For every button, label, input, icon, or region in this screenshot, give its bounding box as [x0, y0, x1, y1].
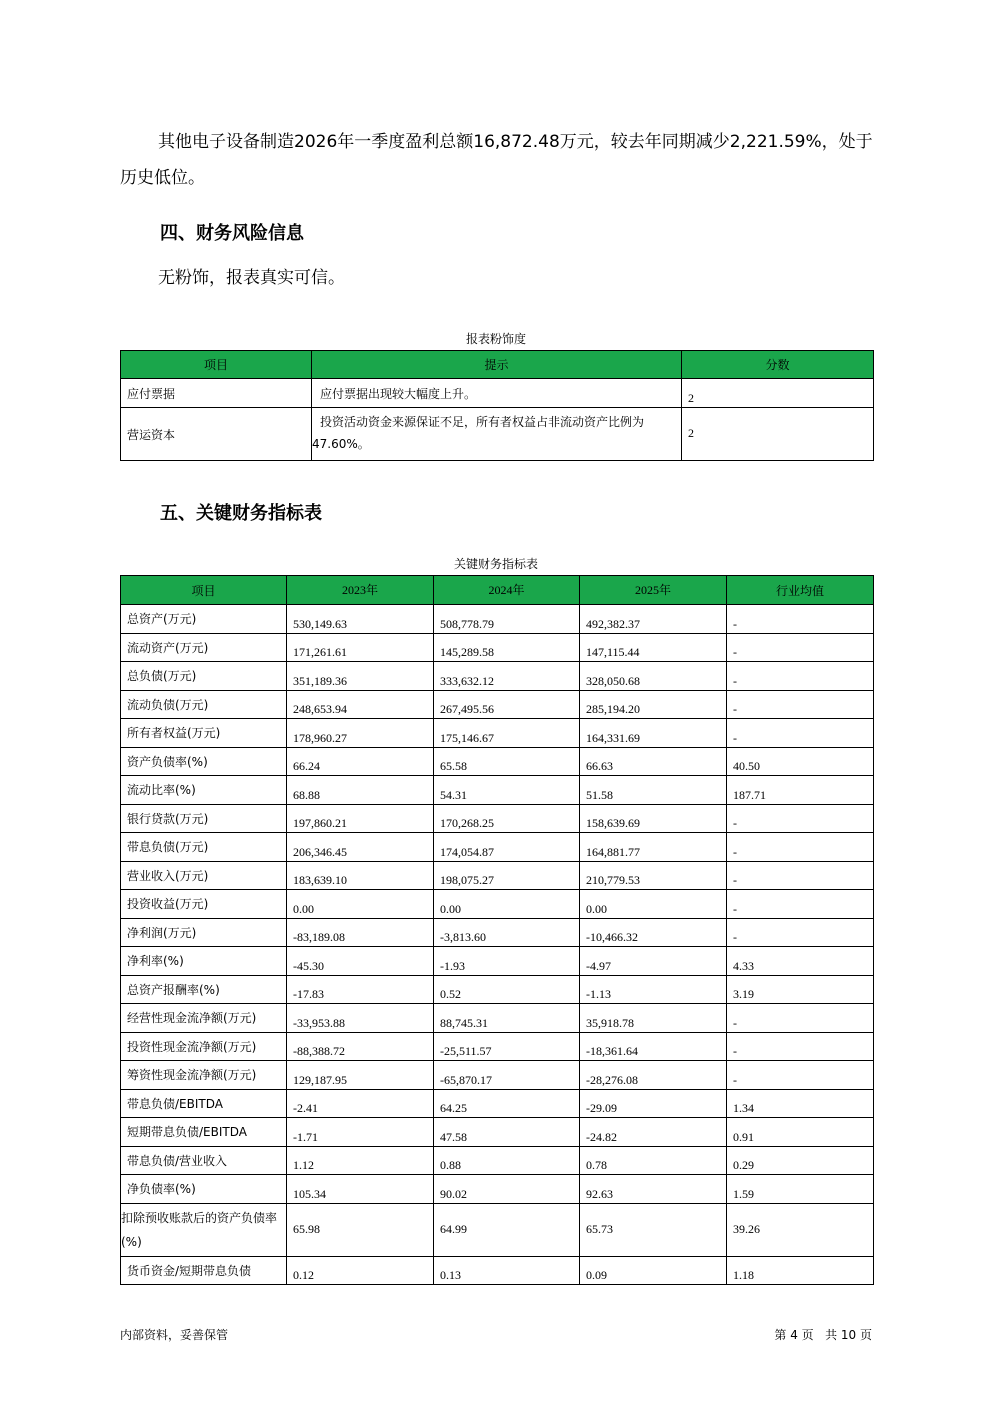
- kpi-item-cell: 筹资性现金流净额(万元): [121, 1061, 287, 1090]
- table-row: [121, 947, 874, 976]
- table-row: [121, 833, 874, 862]
- kpi-item-cell: 资产负债率(%): [121, 747, 287, 776]
- kpi-item-cell: 带息负债/营业收入: [121, 1146, 287, 1175]
- kpi-2023-cell: 248,653.94: [287, 690, 434, 719]
- table-row: [121, 1061, 874, 1090]
- kpi-2025-cell: 164,331.69: [580, 719, 727, 748]
- kpi-2023-cell: 530,149.63: [287, 605, 434, 634]
- risk-table-caption: 报表粉饰度: [465, 332, 526, 346]
- risk-header-score: 分数: [682, 351, 874, 379]
- kpi-industry-avg-cell: -: [727, 633, 874, 662]
- kpi-item-cell: 净负债率(%): [121, 1175, 287, 1204]
- table-row: [121, 1118, 874, 1147]
- kpi-2023-cell: 66.24: [287, 747, 434, 776]
- kpi-2024-cell: 90.02: [434, 1175, 580, 1204]
- kpi-2023-cell: 68.88: [287, 776, 434, 805]
- kpi-2025-cell: 0.00: [580, 890, 727, 919]
- kpi-item-cell: 短期带息负债/EBITDA: [121, 1118, 287, 1147]
- kpi-industry-avg-cell: -: [727, 861, 874, 890]
- kpi-industry-avg-cell: -: [727, 890, 874, 919]
- risk-hint-cell: 投资活动资金来源保证不足，所有者权益占非流动资产比例为47.60%。: [312, 408, 682, 461]
- kpi-2024-cell: -1.93: [434, 947, 580, 976]
- kpi-item-cell: 带息负债(万元): [121, 833, 287, 862]
- kpi-header-item: 项目: [121, 576, 287, 605]
- kpi-item-cell: 投资性现金流净额(万元): [121, 1032, 287, 1061]
- kpi-item-cell: 总资产报酬率(%): [121, 975, 287, 1004]
- kpi-2023-cell: -17.83: [287, 975, 434, 1004]
- kpi-2025-cell: -29.09: [580, 1089, 727, 1118]
- risk-score-cell: 2: [682, 379, 874, 408]
- kpi-item-cell: 带息负债/EBITDA: [121, 1089, 287, 1118]
- kpi-item-cell: 货币资金/短期带息负债: [121, 1256, 287, 1285]
- kpi-header-2025: 2025年: [580, 576, 727, 605]
- kpi-industry-avg-cell: 40.50: [727, 747, 874, 776]
- footer-left: 内部资料，妥善保管: [120, 1328, 229, 1342]
- kpi-industry-avg-cell: -: [727, 1032, 874, 1061]
- kpi-2025-cell: 492,382.37: [580, 605, 727, 634]
- kpi-2023-cell: 65.98: [287, 1203, 434, 1256]
- kpi-2025-cell: -18,361.64: [580, 1032, 727, 1061]
- kpi-item-cell: 总负债(万元): [121, 662, 287, 691]
- risk-header-hint: 提示: [312, 351, 682, 379]
- kpi-industry-avg-cell: 1.18: [727, 1256, 874, 1285]
- kpi-item-cell: 流动负债(万元): [121, 690, 287, 719]
- table-row: [121, 861, 874, 890]
- kpi-item-cell: 净利润(万元): [121, 918, 287, 947]
- kpi-2024-cell: 170,268.25: [434, 804, 580, 833]
- kpi-2023-cell: 178,960.27: [287, 719, 434, 748]
- kpi-industry-avg-cell: 187.71: [727, 776, 874, 805]
- table-row: [121, 379, 874, 408]
- kpi-2024-cell: 267,495.56: [434, 690, 580, 719]
- table-row: [121, 633, 874, 662]
- kpi-2025-cell: 158,639.69: [580, 804, 727, 833]
- table-row: [121, 1203, 874, 1256]
- kpi-industry-avg-cell: 4.33: [727, 947, 874, 976]
- intro-paragraph: 其他电子设备制造2026年一季度盈利总额16,872.48万元，较去年同期减少2,221.59%，处于历史低位。: [120, 132, 873, 188]
- kpi-item-cell: 净利率(%): [121, 947, 287, 976]
- kpi-2024-cell: 54.31: [434, 776, 580, 805]
- kpi-industry-avg-cell: 39.26: [727, 1203, 874, 1256]
- footer-page-number: 第 4 页 共 10 页: [774, 1328, 872, 1342]
- kpi-industry-avg-cell: -: [727, 690, 874, 719]
- kpi-table: [120, 575, 874, 1285]
- kpi-2025-cell: 0.09: [580, 1256, 727, 1285]
- kpi-item-cell: 投资收益(万元): [121, 890, 287, 919]
- table-row: [121, 776, 874, 805]
- kpi-2025-cell: 35,918.78: [580, 1004, 727, 1033]
- kpi-2023-cell: -2.41: [287, 1089, 434, 1118]
- kpi-2025-cell: 92.63: [580, 1175, 727, 1204]
- kpi-2025-cell: 65.73: [580, 1203, 727, 1256]
- kpi-industry-avg-cell: 3.19: [727, 975, 874, 1004]
- kpi-header-2024: 2024年: [434, 576, 580, 605]
- section4-heading: 四、财务风险信息: [160, 223, 304, 244]
- kpi-2024-cell: 0.13: [434, 1256, 580, 1285]
- kpi-industry-avg-cell: -: [727, 918, 874, 947]
- kpi-item-cell: 扣除预收账款后的资产负债率(%): [121, 1203, 287, 1256]
- kpi-2023-cell: 197,860.21: [287, 804, 434, 833]
- risk-header-item: 项目: [121, 351, 312, 379]
- kpi-2024-cell: 0.52: [434, 975, 580, 1004]
- kpi-2025-cell: 285,194.20: [580, 690, 727, 719]
- table-row: [121, 605, 874, 634]
- table-row: [121, 719, 874, 748]
- risk-hint-cell: 应付票据出现较大幅度上升。: [312, 379, 682, 408]
- kpi-industry-avg-cell: 1.34: [727, 1089, 874, 1118]
- kpi-2025-cell: -28,276.08: [580, 1061, 727, 1090]
- table-row: [121, 1175, 874, 1204]
- kpi-2023-cell: -83,189.08: [287, 918, 434, 947]
- kpi-2023-cell: 351,189.36: [287, 662, 434, 691]
- table-row: [121, 975, 874, 1004]
- kpi-2025-cell: 0.78: [580, 1146, 727, 1175]
- table-row: [121, 1256, 874, 1285]
- kpi-industry-avg-cell: -: [727, 1061, 874, 1090]
- kpi-2023-cell: -88,388.72: [287, 1032, 434, 1061]
- kpi-industry-avg-cell: -: [727, 833, 874, 862]
- kpi-2024-cell: -25,511.57: [434, 1032, 580, 1061]
- kpi-industry-avg-cell: 0.29: [727, 1146, 874, 1175]
- table-row: [121, 747, 874, 776]
- kpi-2025-cell: 328,050.68: [580, 662, 727, 691]
- kpi-2024-cell: 64.25: [434, 1089, 580, 1118]
- kpi-item-cell: 银行贷款(万元): [121, 804, 287, 833]
- kpi-2025-cell: -10,466.32: [580, 918, 727, 947]
- kpi-industry-avg-cell: -: [727, 662, 874, 691]
- kpi-2024-cell: 145,289.58: [434, 633, 580, 662]
- table-row: [121, 890, 874, 919]
- kpi-2024-cell: 508,778.79: [434, 605, 580, 634]
- kpi-2025-cell: 210,779.53: [580, 861, 727, 890]
- table-row: [121, 804, 874, 833]
- kpi-2024-cell: 175,146.67: [434, 719, 580, 748]
- table-row: [121, 408, 874, 461]
- kpi-2023-cell: 0.12: [287, 1256, 434, 1285]
- table-row: [121, 918, 874, 947]
- kpi-table-caption: 关键财务指标表: [453, 557, 538, 571]
- kpi-table-header-row: [121, 576, 874, 605]
- kpi-2025-cell: -4.97: [580, 947, 727, 976]
- kpi-item-cell: 营业收入(万元): [121, 861, 287, 890]
- kpi-industry-avg-cell: -: [727, 804, 874, 833]
- kpi-2023-cell: -33,953.88: [287, 1004, 434, 1033]
- kpi-2023-cell: -45.30: [287, 947, 434, 976]
- kpi-2025-cell: -24.82: [580, 1118, 727, 1147]
- risk-table-header-row: [121, 351, 874, 379]
- table-row: [121, 1004, 874, 1033]
- kpi-2024-cell: 47.58: [434, 1118, 580, 1147]
- kpi-item-cell: 经营性现金流净额(万元): [121, 1004, 287, 1033]
- kpi-2024-cell: 65.58: [434, 747, 580, 776]
- kpi-2024-cell: 174,054.87: [434, 833, 580, 862]
- kpi-industry-avg-cell: 1.59: [727, 1175, 874, 1204]
- kpi-2023-cell: 105.34: [287, 1175, 434, 1204]
- section5-heading: 五、关键财务指标表: [160, 503, 322, 524]
- kpi-2023-cell: -1.71: [287, 1118, 434, 1147]
- kpi-2024-cell: 333,632.12: [434, 662, 580, 691]
- risk-table: [120, 350, 874, 461]
- kpi-industry-avg-cell: -: [727, 605, 874, 634]
- kpi-2024-cell: 198,075.27: [434, 861, 580, 890]
- section4-text: 无粉饰，报表真实可信。: [158, 268, 345, 288]
- kpi-2023-cell: 171,261.61: [287, 633, 434, 662]
- kpi-2025-cell: -1.13: [580, 975, 727, 1004]
- kpi-2023-cell: 206,346.45: [287, 833, 434, 862]
- risk-score-cell: 2: [682, 408, 874, 461]
- kpi-2024-cell: 0.00: [434, 890, 580, 919]
- kpi-2024-cell: -3,813.60: [434, 918, 580, 947]
- kpi-industry-avg-cell: -: [727, 1004, 874, 1033]
- kpi-2023-cell: 0.00: [287, 890, 434, 919]
- kpi-header-industry-avg: 行业均值: [727, 576, 874, 605]
- kpi-item-cell: 总资产(万元): [121, 605, 287, 634]
- kpi-2024-cell: 0.88: [434, 1146, 580, 1175]
- kpi-2025-cell: 164,881.77: [580, 833, 727, 862]
- kpi-2023-cell: 1.12: [287, 1146, 434, 1175]
- risk-item-cell: 营运资本: [121, 408, 312, 461]
- kpi-2024-cell: 64.99: [434, 1203, 580, 1256]
- kpi-item-cell: 流动比率(%): [121, 776, 287, 805]
- kpi-item-cell: 所有者权益(万元): [121, 719, 287, 748]
- table-row: [121, 1146, 874, 1175]
- kpi-item-cell: 流动资产(万元): [121, 633, 287, 662]
- kpi-2023-cell: 183,639.10: [287, 861, 434, 890]
- kpi-2025-cell: 147,115.44: [580, 633, 727, 662]
- kpi-header-2023: 2023年: [287, 576, 434, 605]
- kpi-2024-cell: 88,745.31: [434, 1004, 580, 1033]
- kpi-industry-avg-cell: -: [727, 719, 874, 748]
- kpi-2023-cell: 129,187.95: [287, 1061, 434, 1090]
- table-row: [121, 1089, 874, 1118]
- kpi-industry-avg-cell: 0.91: [727, 1118, 874, 1147]
- kpi-2025-cell: 51.58: [580, 776, 727, 805]
- table-row: [121, 690, 874, 719]
- table-row: [121, 1032, 874, 1061]
- table-row: [121, 662, 874, 691]
- kpi-2025-cell: 66.63: [580, 747, 727, 776]
- kpi-2024-cell: -65,870.17: [434, 1061, 580, 1090]
- risk-item-cell: 应付票据: [121, 379, 312, 408]
